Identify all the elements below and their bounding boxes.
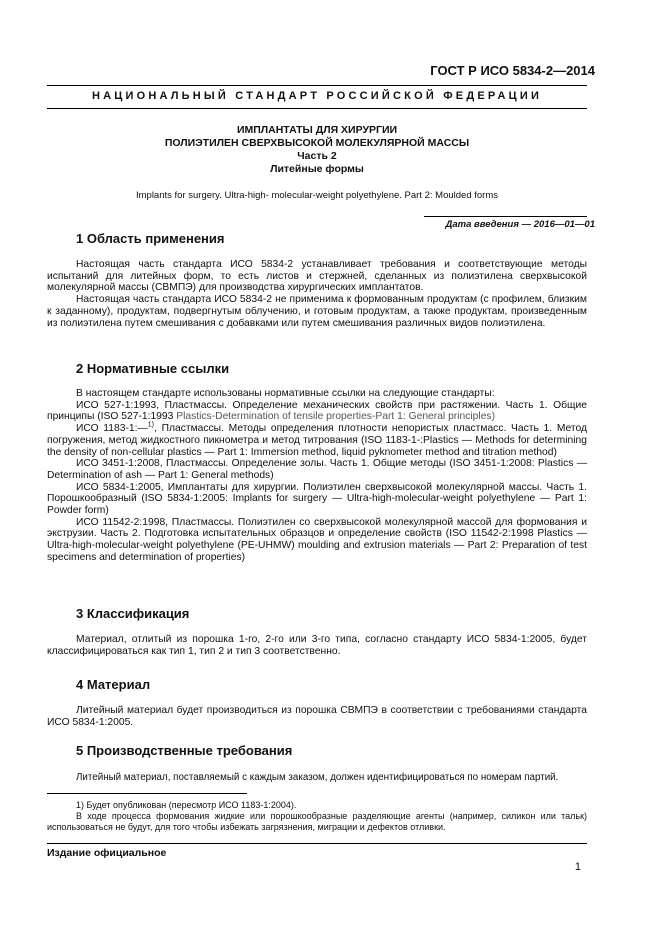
reference-iso-1183-a: ИСО 1183-1:— (76, 423, 148, 435)
footnotes (47, 800, 587, 833)
national-standard-banner: НАЦИОНАЛЬНЫЙ СТАНДАРТ РОССИЙСКОЙ ФЕДЕРАЦИИ (91, 90, 543, 102)
reference-iso-11542: ИСО 11542-2:1998, Пластмассы. Полиэтилен со сверхвысокой молекулярной массой для формования и экструзии. Часть 2. Подготовка испытательных образцов и определение свойств (ISO 11542-2:1998 Plastics — Ultra-high-molecular-weight polyethylene (PE-UHMW) moulding and extrusion materials — Part 2: Preparation of test specimens and determination of properties) (47, 516, 587, 563)
reference-iso-527-en: Plastics-Determination of tensile properties-Part 1: General principles) (176, 411, 496, 423)
date-introduction: Дата введения — 2016—01—01 (445, 219, 595, 230)
section-3-paragraph-1: Материал, отлитый из порошка 1-го, 2-го или 3-го типа, согласно стандарту ИСО 5834-1:2005, будет классифицироваться как тип 1, тип 2 и тип 3 соответственно. (47, 634, 587, 657)
reference-iso-1183-b: , Пластмассы. Методы определения плотности непористых пластмасс. Часть 1. Метод погружения, метод жидкостного пикнометра и метод титрования (ISO 1183-1-:Plastics — Methods for determining the density of non-cellular plastics — Part 1: Immersion method, liquid pyknometer method and titration method) (47, 423, 588, 458)
title-english: Implants for surgery. Ultra-high- molecular-weight polyethylene. Part 2: Moulded forms (135, 190, 499, 201)
footnote-2: В ходе процесса формования жидкие или порошкообразные разделяющие агенты (например, силикон или тальк) использоваться не будут, для того чтобы избежать загрязнения, миграции и дефектов отливки. (47, 811, 587, 832)
section-2-text (47, 388, 587, 564)
header-rule-bottom (47, 108, 587, 109)
section-4-heading: 4 Материал (76, 677, 151, 692)
section-1-text (47, 259, 587, 329)
section-1-paragraph-2: Настоящая часть стандарта ИСО 5834-2 не применима к формованным продуктам (с профилем, близким к заданному), продуктам, подвергнутым облучению, и готовым продуктам, а также продуктам, произведенным из полиэтилена путем смешивания с добавками или путем смешивания различных видов полиэтилена. (47, 294, 587, 329)
page-number: 1 (574, 861, 581, 873)
date-rule (424, 216, 587, 217)
section-4-paragraph-1: Литейный материал будет производиться из порошка СВМПЭ в соответствии с требованиями стандарта ИСО 5834-1:2005. (47, 705, 587, 728)
edition-label: Издание официальное (47, 847, 167, 859)
title-line2: ПОЛИЭТИЛЕН СВЕРХВЫСОКОЙ МОЛЕКУЛЯРНОЙ МАССЫ (164, 137, 470, 149)
section-5-heading: 5 Производственные требования (76, 743, 293, 758)
section-1-paragraph-1: Настоящая часть стандарта ИСО 5834-2 устанавливает требования и соответствующие методы испытаний для литейных форм, то есть листов и стержней, сделанных из полиэтилена сверхвысокой молекулярной массы (СВМПЭ) для производства хирургических имплантатов. (47, 259, 587, 294)
reference-iso-527 (47, 400, 587, 423)
section-3-heading: 3 Классификация (76, 606, 190, 621)
section-2-heading: 2 Нормативные ссылки (76, 361, 230, 376)
title-line1: ИМПЛАНТАТЫ ДЛЯ ХИРУРГИИ (236, 124, 398, 136)
footnote-marker: 1) (147, 421, 155, 429)
section-3-text (47, 634, 587, 657)
section-2-intro: В настоящем стандарте использованы нормативные ссылки на следующие стандарты: (76, 388, 495, 399)
reference-iso-3451: ИСО 3451-1:2008, Пластмассы. Определение золы. Часть 1. Общие методы (ISO 3451-1:2008: Plastics — Determination of ash — Part 1: General methods) (47, 458, 587, 481)
title-subtitle: Литейные формы (270, 163, 364, 175)
section-5-paragraph-1: Литейный материал, поставляемый с каждым заказом, должен идентифицироваться по номерам партий. (76, 772, 559, 783)
header-rule (47, 85, 587, 86)
footnote-1: 1) Будет опубликован (пересмотр ИСО 1183-1:2004). (76, 800, 297, 810)
title-part: Часть 2 (297, 150, 337, 162)
section-4-text (47, 705, 587, 728)
footnote-rule (47, 793, 247, 794)
reference-iso-527-ru: ИСО 527-1:1993, Пластмассы. Определение механических свойств при растяжении. Часть 1. Общие принципы (ISO 527-1:1993 (47, 399, 587, 423)
section-5-text (47, 772, 587, 784)
section-1-heading: 1 Область применения (76, 231, 225, 246)
footer-rule (47, 843, 587, 844)
reference-iso-1183 (47, 423, 587, 458)
reference-iso-5834: ИСО 5834-1:2005, Имплантаты для хирургии. Полиэтилен сверхвысокой молекулярной массы. Часть 1. Порошкообразный (ISO 5834-1:2005: Implants for surgery — Ultra-high-molecular-weight polyethylene — Part 1: Powder form) (47, 481, 587, 517)
gost-code: ГОСТ Р ИСО 5834-2—2014 (430, 63, 595, 78)
